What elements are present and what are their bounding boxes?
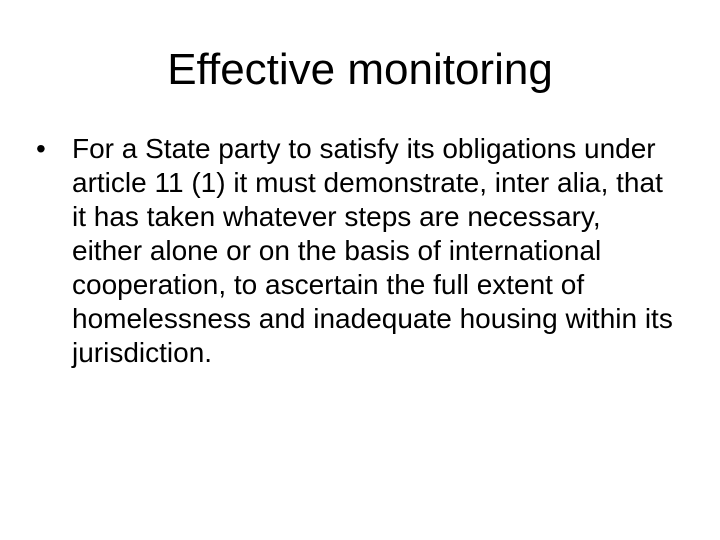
slide-title: Effective monitoring <box>167 45 553 94</box>
bullet-text: For a State party to satisfy its obligations under article 11 (1) it must demonstrate, inter alia, that it has taken whatever steps are necessary, either alone or on the basis of international cooperation, to ascertain the full extent of homelessness and inadequate housing within its jurisdiction. <box>72 133 673 368</box>
bullet-item <box>36 132 676 370</box>
bullet-list <box>36 132 676 370</box>
bullet-marker: • <box>36 133 46 164</box>
